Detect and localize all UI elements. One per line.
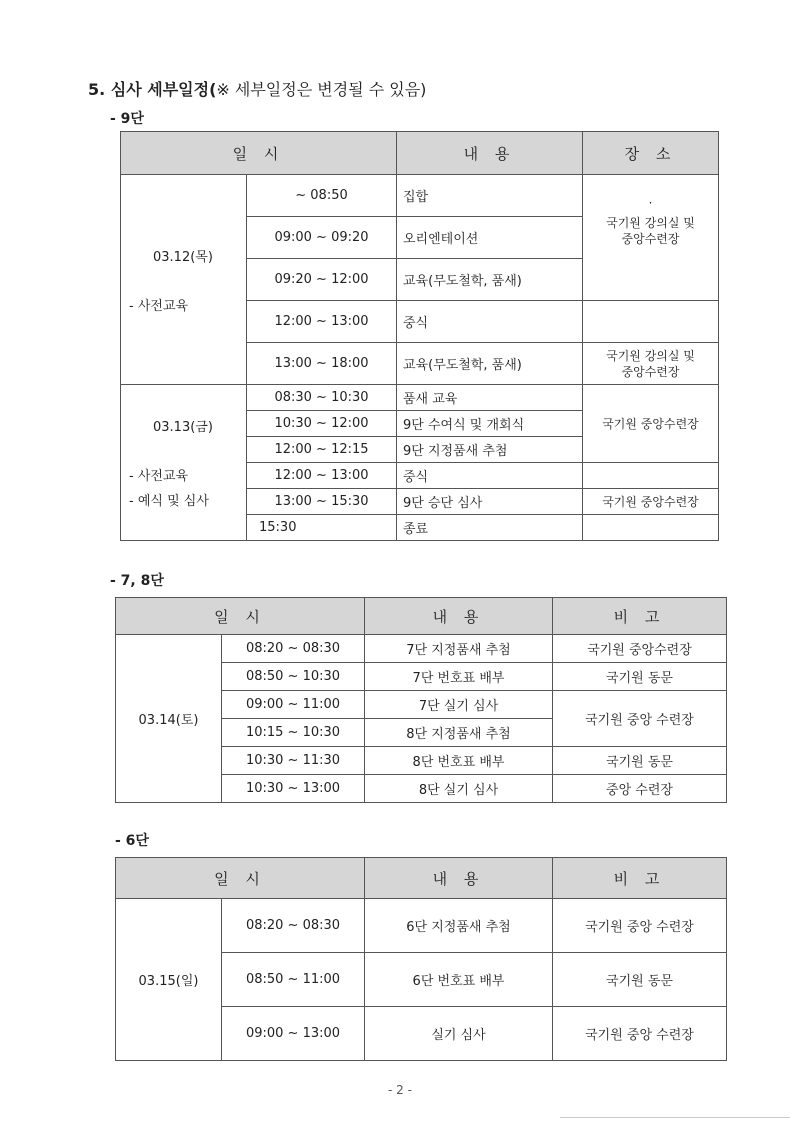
time-cell: 08:50 ~ 11:00 [222, 953, 365, 1007]
content-cell: 7단 번호표 배부 [365, 663, 553, 691]
time-cell: 08:30 ~ 10:30 [247, 385, 397, 411]
header-datetime: 일 시 [116, 858, 365, 899]
time-cell: 08:20 ~ 08:30 [222, 899, 365, 953]
time-cell: 12:00 ~ 13:00 [247, 301, 397, 343]
time-cell: 09:20 ~ 12:00 [247, 259, 397, 301]
day-cell-0313 [121, 385, 247, 541]
header-place: 장 소 [583, 132, 719, 175]
date-label: 03.13(금) [153, 420, 213, 435]
date-note: - 예식 및 심사 [129, 494, 209, 509]
note-cell: 국기원 중앙수련장 [553, 635, 727, 663]
content-cell: 7단 지정품새 추첨 [365, 635, 553, 663]
content-cell: 9단 지정품새 추첨 [397, 437, 583, 463]
time-cell: 10:30 ~ 12:00 [247, 411, 397, 437]
place-cell: 국기원 중앙수련장 [583, 489, 719, 515]
content-cell: 9단 수여식 및 개회식 [397, 411, 583, 437]
content-cell: 품새 교육 [397, 385, 583, 411]
section-78-label: - 7, 8단 [110, 573, 164, 589]
content-cell: 종료 [397, 515, 583, 541]
section-6-label: - 6단 [115, 833, 149, 849]
place-cell-empty [583, 301, 719, 343]
note-cell: 국기원 동문 [553, 747, 727, 775]
schedule-table-6 [115, 857, 727, 1061]
content-cell: 집합 [397, 175, 583, 217]
section-title-main: 5. 심사 세부일정( [88, 80, 217, 99]
time-cell: 08:20 ~ 08:30 [222, 635, 365, 663]
place-cell-empty [583, 463, 719, 489]
schedule-table-78 [115, 597, 727, 803]
content-cell: 실기 심사 [365, 1007, 553, 1061]
note-cell: 국기원 중앙 수련장 [553, 691, 727, 747]
section-title [88, 77, 426, 100]
content-cell: 교육(무도철학, 품새) [397, 259, 583, 301]
note-cell: 중앙 수련장 [553, 775, 727, 803]
content-cell: 9단 승단 심사 [397, 489, 583, 515]
content-cell: 교육(무도철학, 품새) [397, 343, 583, 385]
time-cell: 12:00 ~ 12:15 [247, 437, 397, 463]
time-cell: 10:15 ~ 10:30 [222, 719, 365, 747]
time-cell: 15:30 [247, 515, 397, 541]
time-cell: 10:30 ~ 13:00 [222, 775, 365, 803]
header-content: 내 용 [365, 858, 553, 899]
date-cell: 03.15(일) [116, 899, 222, 1061]
date-note: - 사전교육 [129, 469, 189, 484]
time-cell: 12:00 ~ 13:00 [247, 463, 397, 489]
content-cell: 8단 지정품새 추첨 [365, 719, 553, 747]
content-cell: 오리엔테이션 [397, 217, 583, 259]
place-cell-empty [583, 515, 719, 541]
content-cell: 중식 [397, 301, 583, 343]
date-note: - 사전교육 [129, 298, 189, 314]
content-cell: 6단 지정품새 추첨 [365, 899, 553, 953]
time-cell: 13:00 ~ 15:30 [247, 489, 397, 515]
header-note: 비 고 [553, 858, 727, 899]
place-line: 중앙수련장 [621, 364, 680, 379]
content-cell: 8단 번호표 배부 [365, 747, 553, 775]
header-datetime: 일 시 [116, 598, 365, 635]
place-line: 국기원 강의실 및 [606, 348, 695, 363]
header-content: 내 용 [397, 132, 583, 175]
note-cell: 국기원 중앙 수련장 [553, 899, 727, 953]
content-cell: 7단 실기 심사 [365, 691, 553, 719]
time-cell: ~ 08:50 [247, 175, 397, 217]
place-line: 중앙수련장 [621, 231, 680, 246]
date-cell: 03.14(토) [116, 635, 222, 803]
content-cell: 중식 [397, 463, 583, 489]
time-cell: 09:00 ~ 09:20 [247, 217, 397, 259]
note-cell: 국기원 중앙 수련장 [553, 1007, 727, 1061]
section-9-label: - 9단 [110, 111, 144, 127]
note-cell: 국기원 동문 [553, 953, 727, 1007]
place-cell: 국기원 중앙수련장 [583, 385, 719, 463]
header-content: 내 용 [365, 598, 553, 635]
day-cell-0312 [121, 175, 247, 385]
time-cell: 09:00 ~ 13:00 [222, 1007, 365, 1061]
header-datetime: 일 시 [121, 132, 397, 175]
time-cell: 08:50 ~ 10:30 [222, 663, 365, 691]
note-cell: 국기원 동문 [553, 663, 727, 691]
content-cell: 8단 실기 심사 [365, 775, 553, 803]
schedule-table-9 [120, 131, 719, 541]
time-cell: 13:00 ~ 18:00 [247, 343, 397, 385]
page-number: - 2 - [388, 1083, 412, 1097]
header-note: 비 고 [553, 598, 727, 635]
footer-rule [560, 1117, 790, 1118]
date-label: 03.12(목) [153, 249, 213, 265]
place-dot: · [648, 195, 653, 210]
place-cell [583, 343, 719, 385]
time-cell: 10:30 ~ 11:30 [222, 747, 365, 775]
time-cell: 09:00 ~ 11:00 [222, 691, 365, 719]
place-line: 국기원 강의실 및 [606, 215, 695, 230]
section-title-note: ※ 세부일정은 변경될 수 있음) [216, 80, 427, 99]
place-cell [583, 175, 719, 301]
content-cell: 6단 번호표 배부 [365, 953, 553, 1007]
